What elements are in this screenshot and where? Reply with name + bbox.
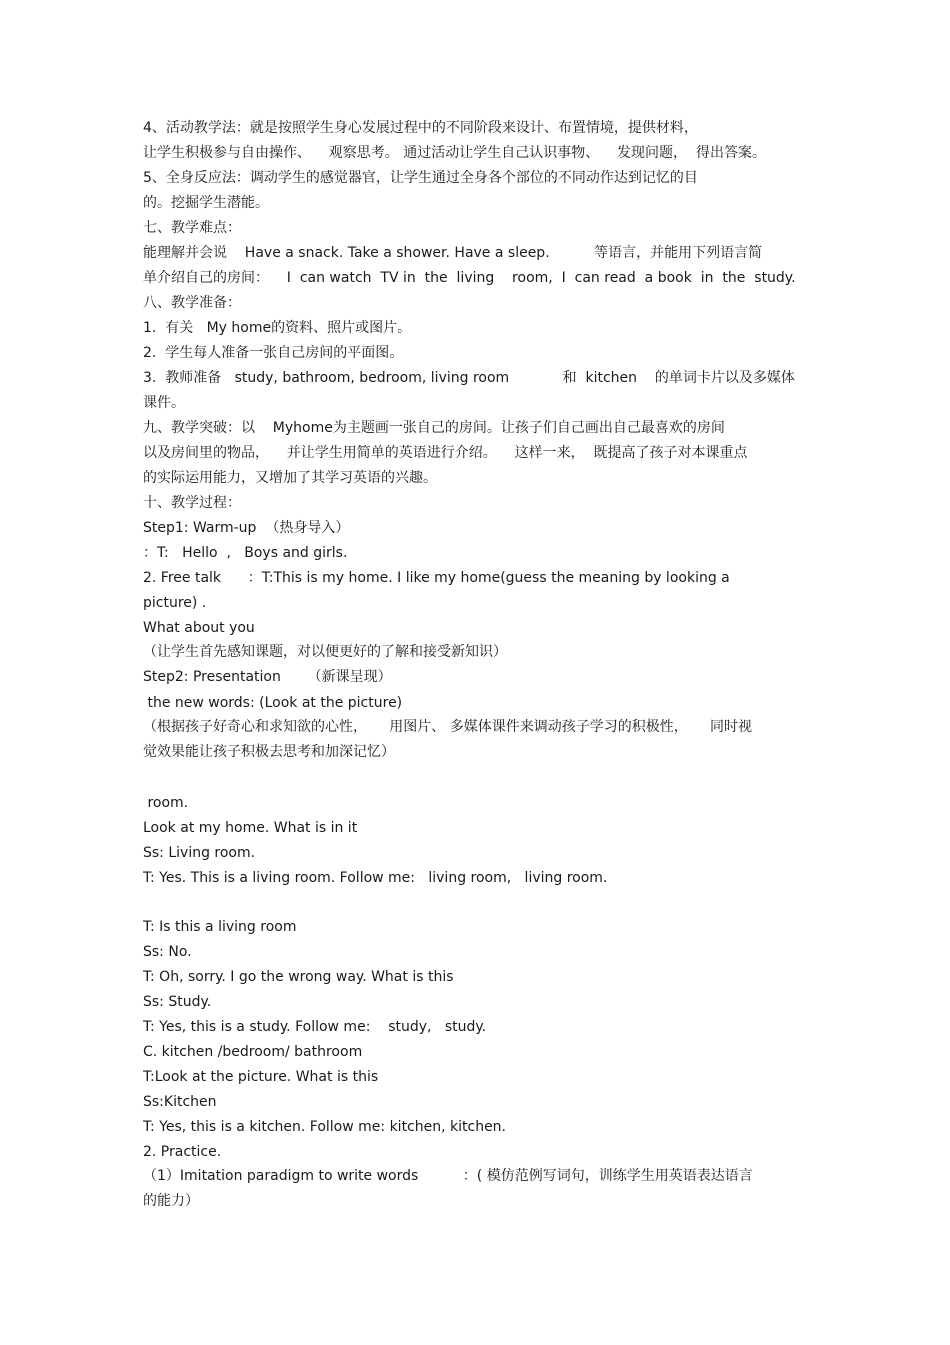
text-line: the new words: (Look at the picture) [143,695,403,711]
text-line: T: Yes, this is a kitchen. Follow me: kitchen, kitchen. [143,1119,507,1135]
text-line: Ss: Study. [143,994,212,1010]
text-line: What about you [143,620,255,636]
text-line: 的能力） [143,1193,199,1209]
text-line: 3. 教师准备 study, bathroom, bedroom, living room 和 kitchen 的单词卡片以及多媒体 [143,370,795,386]
text-line: 让学生积极参与自由操作、 观察思考。 通过活动让学生自己认识事物、 发现问题， 得出答案。 [143,145,766,161]
section-heading: 八、教学准备： [143,295,241,311]
text-line: T: Is this a living room [143,919,297,935]
text-line: （根据孩子好奇心和求知欲的心性， 用图片、 多媒体课件来调动孩子学习的积极性， 同时视 [143,719,752,735]
text-line: 2. 学生每人准备一张自己房间的平面图。 [143,345,404,361]
text-line: 九、教学突破：以 Myhome为主题画一张自己的房间。让孩子们自己画出自己最喜欢的房间 [143,420,725,436]
text-line: 5、全身反应法：调动学生的感觉器官，让学生通过全身各个部位的不同动作达到记忆的目 [143,170,698,186]
text-line: 4、活动教学法：就是按照学生身心发展过程中的不同阶段来设计、布置情境，提供材料， [143,120,698,136]
text-line: （1）Imitation paradigm to write words ：( 模仿范例写词句，训练学生用英语表达语言 [143,1168,753,1184]
text-line: 以及房间里的物品， 并让学生用简单的英语进行介绍。 这样一来， 既提高了孩子对本课重点 [143,445,748,461]
section-heading: 七、教学难点： [143,220,241,236]
text-line: 2. Free talk ：T:This is my home. I like my home(guess the meaning by looking a [143,570,730,586]
text-line: picture) . [143,595,207,611]
text-line: T: Oh, sorry. I go the wrong way. What is this [143,969,454,985]
section-heading: 十、教学过程： [143,495,241,511]
text-line: Step1: Warm-up （热身导入） [143,520,350,536]
text-line: 的实际运用能力，又增加了其学习英语的兴趣。 [143,470,437,486]
text-line: 单介绍自己的房间： I can watch TV in the living room, I can read a book in the study. [143,270,796,286]
text-line: 2. Practice. [143,1144,222,1160]
text-line: C. kitchen /bedroom/ bathroom [143,1044,363,1060]
text-line: Ss: Living room. [143,845,256,861]
text-line: 的。挖掘学生潜能。 [143,195,269,211]
text-line: Step2: Presentation （新课呈现） [143,669,392,685]
text-line: T:Look at the picture. What is this [143,1069,379,1085]
text-line: Ss: No. [143,944,192,960]
text-line: T: Yes, this is a study. Follow me: study, study. [143,1019,487,1035]
text-line: 能理解并会说 Have a snack. Take a shower. Have a sleep. 等语言，并能用下列语言简 [143,245,763,261]
text-line: room. [143,795,189,811]
text-line: Look at my home. What is in it [143,820,358,836]
text-line: 觉效果能让孩子积极去思考和加深记忆） [143,744,395,760]
text-line: T: Yes. This is a living room. Follow me: living room, living room. [143,870,608,886]
text-line: 课件。 [143,395,185,411]
text-line: Ss:Kitchen [143,1094,217,1110]
text-line: （让学生首先感知课题，对以便更好的了解和接受新知识） [143,644,507,660]
text-line: ：T: Hello , Boys and girls. [143,545,348,561]
text-line: 1. 有关 My home的资料、照片或图片。 [143,320,412,336]
